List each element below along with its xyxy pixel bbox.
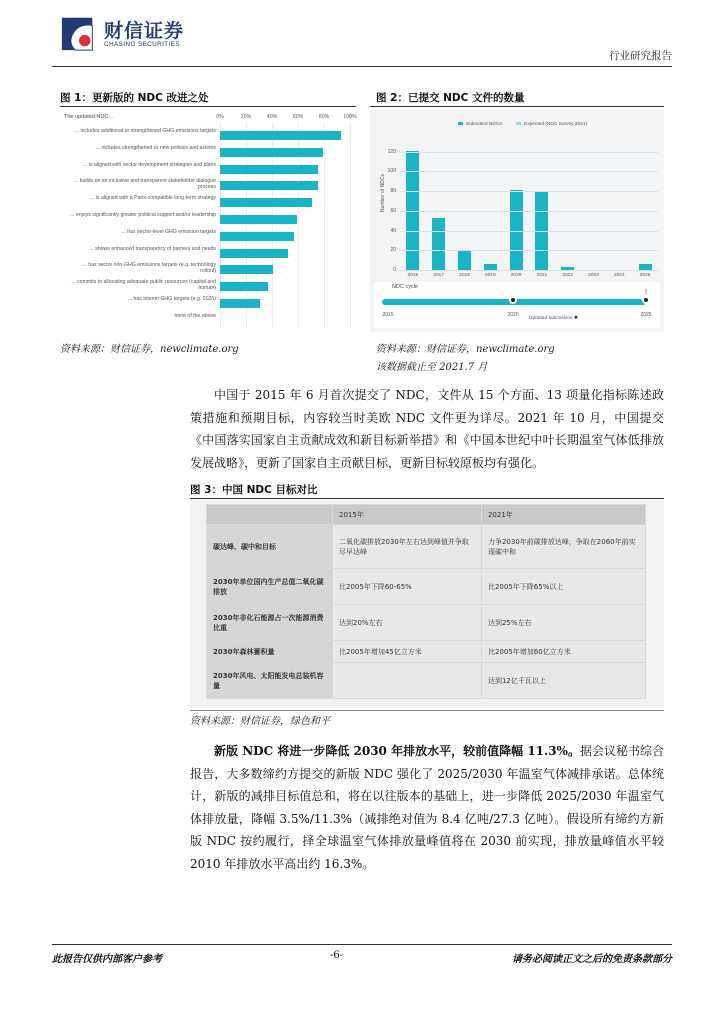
table-cell: 力争2030年前碳排放达峰，争取在2060年前实现碳中和: [481, 525, 645, 569]
figure1-title: 图 1：更新版的 NDC 改进之处: [60, 92, 209, 104]
y-tick-label: 60: [390, 207, 396, 214]
y-tick-label: 120: [387, 148, 396, 155]
legend-submitted: [458, 122, 502, 127]
x-tick-label: 2022: [562, 273, 574, 278]
table-row: [207, 605, 646, 641]
legend-swatch-submitted: [458, 122, 463, 125]
figure1-source: 资料来源：财信证券，newclimate.org: [60, 344, 239, 355]
figure2-title: 图 2：已提交 NDC 文件的数量: [376, 92, 525, 104]
y-axis-label: Number of NDCs: [380, 173, 387, 213]
logo-chinese-name: 财信证券: [104, 20, 185, 42]
table-header-cell: [207, 505, 333, 525]
page-number: -6-: [330, 950, 344, 961]
x-tick-label: 2017: [433, 273, 445, 278]
y-gridline: [400, 250, 658, 251]
table-header-cell: 2015年: [333, 505, 482, 525]
figure3-title: 图 3：中国 NDC 目标对比: [190, 484, 318, 496]
table-header-row: [207, 505, 646, 525]
x-tick-label: 2019: [484, 273, 496, 278]
category-label: ... commits to allocating adequate public resources (capital and human): [71, 279, 216, 292]
report-type: 行业研究报告: [609, 50, 672, 62]
table-cell: 二氧化碳排放2030年左右达到峰值并争取尽早达峰: [333, 525, 482, 569]
category-label: ... is aligned with a Paris-compatible long-term strategy: [90, 195, 216, 202]
x-gridline: [324, 122, 325, 328]
table-row: [207, 525, 646, 569]
x-tick-label: 2018: [459, 273, 470, 278]
bar: [220, 181, 318, 190]
x-tick-label: 2023: [588, 273, 599, 278]
y-tick-label: 80: [390, 188, 396, 195]
cycle-note-text: Updated submission: [529, 316, 573, 321]
category-label: ... is aligned with sector development strategies and plans: [83, 161, 216, 168]
company-logo: [60, 14, 200, 54]
footer-left-notice: 此报告仅供内部客户参考: [52, 954, 162, 965]
ndc-comparison-table: [206, 504, 646, 699]
paragraph-2: [190, 740, 664, 875]
y-tick-label: 0: [393, 267, 396, 273]
paragraph-2-highlight: 新版 NDC 将进一步降低 2030 年排放水平，较前值降幅 11.3%。: [214, 744, 580, 758]
y-gridline: [400, 231, 658, 232]
y-gridline: [400, 211, 658, 212]
cycle-year-2020: 2020: [507, 312, 519, 318]
figure3-title-rule: [190, 498, 664, 499]
y-gridline: [400, 270, 658, 271]
bar: [220, 198, 312, 207]
category-label: ... has sector non-GHG emissions targets (e.g. technology rollout): [82, 262, 216, 275]
bar: [220, 148, 323, 157]
cycle-node-2025: [642, 296, 650, 304]
table-row-label: 2030年森林蓄积量: [207, 641, 333, 663]
figure2-source: 资料来源：财信证券，newclimate.org: [376, 344, 555, 355]
bar: [220, 265, 273, 274]
figure2-note: 该数据截止至 2021.7 月: [376, 362, 488, 373]
bar: [220, 215, 297, 224]
x-tick-label: 20%: [240, 114, 252, 120]
legend-expected: [516, 122, 587, 127]
y-gridline: [400, 152, 658, 153]
bar: [220, 299, 260, 308]
logo-emblem-icon: [60, 14, 98, 52]
table-row-label: 碳达峰、碳中和目标: [207, 525, 333, 569]
cycle-node-2020: [509, 296, 517, 304]
x-tick-label: 0%: [216, 114, 224, 120]
category-label: ... builds on an inclusive and transparent stakeholder dialogue process: [73, 178, 216, 191]
cycle-marker-icon: |: [645, 289, 647, 295]
cycle-year-2025: 2025: [640, 312, 652, 318]
x-tick-label: 2016: [407, 273, 419, 278]
category-label: ... has interim GHG targets (e.g. 2025): [127, 296, 216, 302]
y-tick-label: 40: [390, 227, 396, 234]
figure1-title-rule: [60, 106, 356, 107]
cycle-year-2015: 2015: [382, 312, 394, 318]
figure2-title-rule: [370, 106, 664, 107]
figure1-chart: [60, 110, 356, 332]
x-gridline: [350, 122, 351, 328]
x-tick-label: 80%: [318, 114, 330, 120]
ndc-cycle-label: NDC cycle: [392, 284, 418, 290]
category-label: ... shows enhanced transparency of barriers and needs: [89, 245, 216, 252]
table-cell: [333, 663, 482, 699]
table-row-label: 2030年非化石能源占一次能源消费比重: [207, 605, 333, 641]
table-header-cell: 2021年: [481, 505, 645, 525]
y-tick-label: 20: [390, 247, 396, 254]
footer-divider: [52, 944, 672, 945]
bar: [220, 131, 341, 140]
table-row-label: 2030年单位国内生产总值二氧化碳排放: [207, 569, 333, 605]
table-cell: 达到12亿千瓦以上: [481, 663, 645, 699]
y-gridline: [400, 191, 658, 192]
header-divider: [52, 66, 672, 67]
figure1-header-label: The updated NDC...: [64, 114, 113, 120]
bar: [220, 282, 268, 291]
x-tick-label: 60%: [292, 114, 304, 120]
table-cell: 比2005年下降60-65%: [333, 569, 482, 605]
gear-icon: ✹: [573, 316, 578, 321]
x-tick-label: 2024: [613, 273, 625, 278]
x-tick-label: 100%: [343, 114, 357, 120]
table-cell: 达到20%左右: [333, 605, 482, 641]
category-label: ... has sector-level GHG emission targets: [121, 228, 216, 235]
ndc-cycle-timeline: [374, 282, 660, 328]
x-tick-label: 40%: [266, 114, 278, 120]
category-label: ... enjoys significantly greater political support and/or leadership: [70, 212, 216, 218]
legend-submitted-label: Submitted NDCs: [466, 122, 502, 127]
cycle-note: [529, 316, 578, 321]
logo-english-name: CHASING SECURITIES: [104, 41, 180, 48]
table-cell: 比2005年下降65%以上: [481, 569, 645, 605]
bar-submitted: [432, 218, 445, 270]
legend-swatch-expected: [516, 122, 521, 125]
bar: [220, 232, 294, 241]
paragraph-2-text: 据会议秘书综合报告，大多数缔约方提交的新版 NDC 强化了 2025/2030 年温室气体减排承诺。总体统计，新版的减排目标值总和，将在以往版本的基础上，进一步降低 2025/2030 年温室气体排放量，降幅 3.5%/11.3%（减排绝对值为 8.4 亿吨/27.3 亿吨）。假设所有缔约方新版 NDC 按约履行，择全球温室气体排放量峰值将在 2030 前实现，排放量峰值水平较 2010 年排放水平高出约 16.3%。: [190, 744, 664, 871]
x-tick-label: 2020: [510, 273, 522, 278]
footer-right-notice: 请务必阅读正文之后的免责条款部分: [512, 954, 672, 965]
table-row: [207, 641, 646, 663]
y-tick-label: 100: [387, 168, 396, 175]
table-cell: 比2005年增加60亿立方米: [481, 641, 645, 663]
category-label: none of the above: [174, 312, 216, 319]
y-gridline: [400, 171, 658, 172]
table-row: [207, 569, 646, 605]
x-tick-label: 2021: [536, 273, 548, 278]
bar: [220, 165, 318, 174]
table-cell: 达到25%左右: [481, 605, 645, 641]
table-row: [207, 663, 646, 699]
paragraph-1: 中国于 2015 年 6 月首次提交了 NDC，文件从 15 个方面、13 项量化指标陈述政策措施和预期目标，内容较当时美欧 NDC 文件更为详尽。2021 年 10 月，中国提交《中国落实国家自主贡献成效和新目标新举措》和《中国本世纪中叶长期温室气体低排放发展战略》，更新了国家自主贡献目标，更新目标较原板均有强化。: [190, 388, 664, 470]
bar: [220, 249, 288, 258]
table-row-label: 2030年风电、太阳能发电总装机容量: [207, 663, 333, 699]
category-label: ... includes strengthened or new policies and actions: [95, 144, 216, 151]
x-tick-label: 2025: [639, 273, 651, 278]
figure3-source: 资料来源：财信证券，绿色和平: [190, 716, 330, 727]
figure3-bottom-rule: [190, 710, 664, 711]
bar-submitted: [458, 251, 471, 270]
legend-expected-label: Expected (NDC Survey 2021): [524, 122, 588, 127]
figure2-chart: [370, 110, 664, 332]
category-label: ... includes additional or strengthened GHG emissions targets: [74, 128, 216, 134]
figure3-table-image: [190, 500, 664, 708]
table-cell: 比2005年增加45亿立方米: [333, 641, 482, 663]
